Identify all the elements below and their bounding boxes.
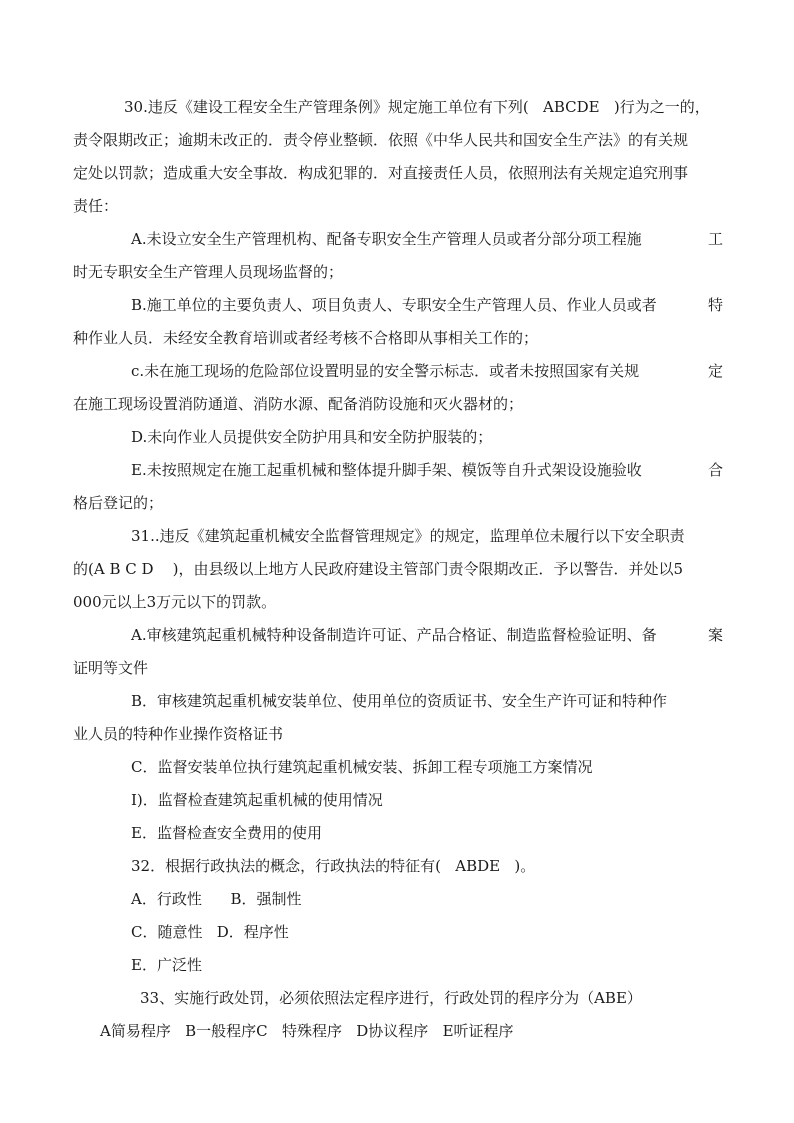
q30-stem-line-1: 30.违反《建设工程安全生产管理条例》规定施工单位有下列( ABCDE )行为之一的，	[124, 98, 710, 116]
q30-option-e-line-1	[131, 460, 723, 480]
q31-option-a-text: A.审核建筑起重机械特种设备制造许可证、产品合格证、制造监督检验证明、备	[131, 626, 657, 644]
q30-option-c-line-2: 在施工现场设置消防通道、消防水源、配备消防设施和灭火器材的；	[73, 395, 524, 413]
q30-stem-line-4: 责任：	[73, 197, 119, 215]
q31-stem-line-3: 000元以上3万元以下的罚款。	[73, 593, 277, 611]
q31-option-e: E．监督检查安全费用的使用	[131, 824, 322, 842]
q30-option-c-tail: 定	[707, 362, 723, 380]
q30-option-b-tail: 特	[707, 296, 723, 314]
q31-stem-line-2: 的(A B C D )，由县级以上地方人民政府建设主管部门责令限期改正．予以警告．并处以5	[73, 560, 683, 578]
q31-stem-line-1: 31..违反《建筑起重机械安全监督管理规定》的规定，监理单位未履行以下安全职责	[131, 527, 685, 545]
q30-option-a-line-1	[131, 229, 723, 249]
q32-options-line-3: E．广泛性	[131, 956, 202, 974]
q30-option-e-text: E.未按照规定在施工起重机械和整体提升脚手架、模饭等自升式架设设施验收	[131, 461, 642, 479]
q30-option-e-tail: 合	[707, 461, 723, 479]
q30-stem-line-2: 责令限期改正；逾期未改正的．责令停业整顿．依照《中华人民共和国安全生产法》的有关规	[73, 131, 689, 149]
q30-option-e-line-2: 格后登记的；	[73, 494, 164, 512]
q30-stem-line-3: 定处以罚款；造成重大安全事故．构成犯罪的．对直接责任人员，依照刑法有关规定追究刑事	[73, 164, 689, 182]
q30-option-d: D.未向作业人员提供安全防护用具和安全防护服装的；	[131, 428, 493, 446]
q31-option-b-line-2: 业人员的特种作业操作资格证书	[73, 725, 284, 743]
q32-options-line-2: C．随意性 D．程序性	[131, 923, 289, 941]
q31-option-a-line-2: 证明等文件	[73, 659, 149, 677]
q30-option-c-text: c.未在施工现场的危险部位设置明显的安全警示标志．或者未按照国家有关规	[131, 362, 640, 380]
q31-option-a-line-1	[131, 625, 723, 645]
q33-stem: 33、实施行政处罚，必须依照法定程序进行，行政处罚的程序分为（ABE）	[140, 989, 642, 1007]
q32-options-line-1: A．行政性 B．强制性	[131, 890, 302, 908]
q31-option-a-tail: 案	[707, 626, 723, 644]
q33-options: A简易程序 B一般程序C 特殊程序 D协议程序 E听证程序	[100, 1022, 514, 1040]
q31-option-c: C．监督安装单位执行建筑起重机械安装、拆卸工程专项施工方案情况	[131, 758, 593, 776]
q30-option-c-line-1	[131, 361, 723, 381]
q30-option-a-tail: 工	[707, 230, 723, 248]
q32-stem: 32．根据行政执法的概念，行政执法的特征有( ABDE )。	[131, 857, 536, 875]
q30-option-a-line-2: 时无专职安全生产管理人员现场监督的；	[73, 263, 344, 281]
q30-option-b-line-1	[131, 295, 723, 315]
q30-option-b-text: B.施工单位的主要负责人、项目负责人、专职安全生产管理人员、作业人员或者	[131, 296, 657, 314]
q30-option-b-line-2: 种作业人员．未经安全教育培训或者经考核不合格即从事相关工作的；	[73, 329, 539, 347]
q30-option-a-text: A.未设立安全生产管理机构、配备专职安全生产管理人员或者分部分项工程施	[131, 230, 642, 248]
q31-option-d: I)．监督检查建筑起重机械的使用情况	[131, 791, 383, 809]
q31-option-b-line-1: B．审核建筑起重机械安装单位、使用单位的资质证书、安全生产许可证和特种作	[131, 692, 668, 710]
